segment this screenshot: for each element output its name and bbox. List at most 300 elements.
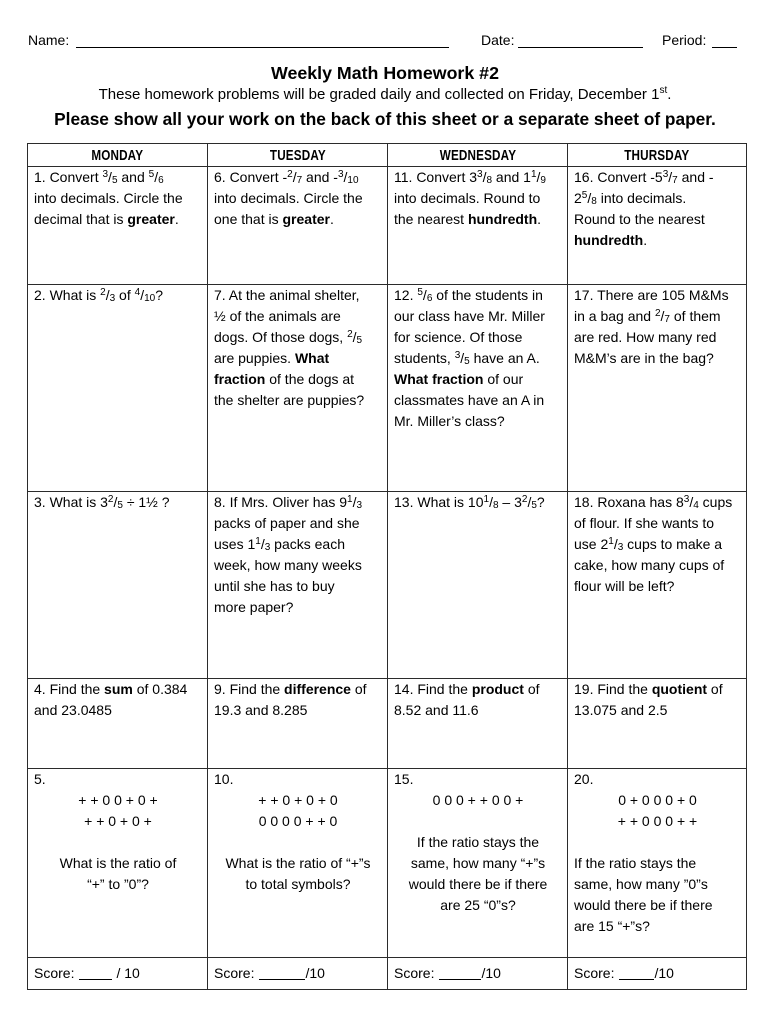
text-run: classmates have an A in	[394, 392, 545, 408]
fraction-denominator: 10	[347, 175, 359, 186]
text-run: 10.	[214, 771, 234, 787]
text-run: “+” to ”0”?	[87, 876, 149, 892]
text-run: What is the ratio of	[59, 855, 177, 871]
text-line	[394, 874, 562, 895]
problem-9	[208, 679, 388, 769]
text-run: 2. What is	[34, 287, 101, 303]
text-run: 16. Convert -5	[574, 169, 663, 185]
score-cell-thursday	[568, 958, 747, 990]
text-run: of flour. If she wants to	[574, 515, 715, 531]
text-run: packs of paper and she	[214, 515, 360, 531]
problem-20	[568, 769, 747, 958]
bold-text: hundredth	[574, 232, 644, 248]
text-run: ÷ 1½ ?	[122, 494, 170, 510]
period-label: Period:	[662, 32, 707, 48]
fraction-numerator: 3	[337, 169, 344, 180]
text-run: /	[260, 536, 265, 552]
text-line	[34, 209, 202, 230]
fraction-denominator: 3	[264, 542, 271, 553]
text-run: .	[537, 211, 542, 227]
text-run: and -	[302, 169, 338, 185]
text-line	[394, 188, 562, 209]
text-run: cake, how many cups of	[574, 557, 725, 573]
text-run: 19.3 and 8.285	[214, 702, 308, 718]
text-run: and	[117, 169, 149, 185]
text-run: /	[352, 329, 357, 345]
text-run: 0 + 0 0 0 + 0	[618, 792, 697, 808]
day-header-tuesday	[208, 144, 388, 167]
score-blank	[619, 979, 654, 980]
problem-13	[388, 492, 568, 679]
text-run: would there be if there	[408, 876, 548, 892]
fraction-denominator: 5	[117, 500, 123, 511]
fraction-denominator: 3	[356, 500, 363, 511]
text-line	[34, 874, 202, 895]
text-run: /	[613, 536, 618, 552]
text-run: same, how many “+”s	[410, 855, 546, 871]
score-total: /10	[305, 965, 325, 981]
text-run: 0 0 0 0 + + 0	[258, 813, 338, 829]
problem-text	[394, 492, 562, 513]
problem-question	[214, 853, 382, 895]
day-name: TUESDAY	[269, 146, 326, 164]
score-total: /10	[654, 965, 674, 981]
text-run: 5.	[34, 771, 46, 787]
text-run: of	[523, 681, 540, 697]
bold-text: greater	[127, 211, 175, 227]
fraction-denominator: 6	[158, 175, 164, 186]
text-line	[34, 285, 202, 306]
problem-question	[574, 853, 741, 937]
text-run: into decimals.	[596, 190, 687, 206]
bold-text: What	[294, 350, 330, 366]
problem-19	[568, 679, 747, 769]
text-line	[34, 700, 202, 721]
text-run: .	[329, 211, 334, 227]
text-run: 14. Find the	[394, 681, 472, 697]
text-run: 20.	[574, 771, 594, 787]
score-label: Score:	[34, 965, 75, 981]
date-blank	[518, 47, 643, 48]
instructions: Please show all your work on the back of this sheet or a separate sheet of paper.	[54, 109, 716, 129]
fraction-denominator: 3	[109, 293, 116, 304]
text-line	[214, 306, 382, 327]
text-run: have an A.	[469, 350, 540, 366]
problem-text	[574, 492, 741, 597]
score-total: /10	[481, 965, 501, 981]
text-run: same, how many ”0”s	[574, 876, 708, 892]
text-run: of 0.384	[132, 681, 188, 697]
text-run: /	[105, 287, 110, 303]
text-run: more paper?	[214, 599, 294, 615]
text-run: 12.	[394, 287, 418, 303]
text-line	[394, 790, 562, 811]
text-run: 19. Find the	[574, 681, 652, 697]
text-line	[394, 348, 562, 369]
text-run: of	[350, 681, 367, 697]
text-run: /	[660, 308, 665, 324]
text-run: /	[343, 169, 348, 185]
text-run: /	[108, 169, 112, 185]
text-run: /	[113, 494, 118, 510]
bold-text: fraction	[214, 371, 266, 387]
text-line	[34, 167, 202, 188]
text-run: are puppies.	[214, 350, 295, 366]
problem-text	[574, 285, 741, 369]
text-run: the shelter are puppies?	[214, 392, 365, 408]
symbol-pattern	[214, 790, 382, 832]
text-run: packs each	[270, 536, 345, 552]
day-header-wednesday	[388, 144, 568, 167]
text-run: Mr. Miller’s class?	[394, 413, 505, 429]
text-run: of the students in	[432, 287, 543, 303]
bold-text: hundredth	[467, 211, 538, 227]
problem-text	[214, 492, 382, 618]
text-line	[34, 769, 202, 790]
bold-text: product	[471, 681, 524, 697]
text-line	[214, 285, 382, 306]
text-run: students,	[394, 350, 455, 366]
symbol-pattern	[34, 790, 202, 832]
text-line	[574, 916, 741, 937]
text-run: and 1	[492, 169, 531, 185]
problem-question	[34, 853, 202, 895]
score-cell-monday	[28, 958, 208, 990]
fraction-denominator: 8	[492, 500, 499, 511]
text-run: + + 0 + 0 +	[84, 813, 152, 829]
problem-number	[214, 769, 382, 790]
problem-18	[568, 492, 747, 679]
text-line	[394, 853, 562, 874]
problem-1	[28, 167, 208, 285]
problem-7	[208, 285, 388, 492]
problem-15	[388, 769, 568, 958]
text-run: week, how many weeks	[214, 557, 362, 573]
text-line	[574, 188, 741, 209]
name-label: Name:	[28, 32, 70, 48]
text-line	[574, 700, 741, 721]
text-line	[574, 769, 741, 790]
fraction-numerator: 1	[347, 494, 353, 505]
fraction-numerator: 3	[477, 169, 483, 180]
text-run: dogs. Of those dogs,	[214, 329, 348, 345]
fraction-denominator: 5	[111, 175, 118, 186]
fraction-numerator: 4	[134, 287, 141, 298]
text-run: 2	[574, 190, 582, 206]
fraction-numerator: 5	[581, 190, 588, 201]
text-line	[394, 769, 562, 790]
text-run: + + 0 0 + 0 +	[78, 792, 158, 808]
fraction-numerator: 3	[683, 494, 690, 505]
score-blank	[259, 979, 305, 980]
problem-question	[394, 832, 562, 916]
text-line	[394, 411, 562, 432]
text-line	[394, 209, 562, 230]
text-run: into decimals. Circle the	[214, 190, 363, 206]
score-label: Score:	[394, 965, 435, 981]
text-run: /	[527, 494, 532, 510]
fraction-numerator: 3	[102, 169, 109, 180]
text-run: would there be if there	[574, 897, 713, 913]
text-line	[574, 492, 741, 513]
text-line	[394, 285, 562, 306]
text-run: flour will be left?	[574, 578, 675, 594]
problem-8	[208, 492, 388, 679]
day-header-thursday	[568, 144, 747, 167]
text-run: 4. Find the	[34, 681, 105, 697]
text-run: and -	[677, 169, 714, 185]
text-line	[214, 811, 382, 832]
fraction-numerator: 2	[654, 308, 661, 319]
problem-6	[208, 167, 388, 285]
day-name: WEDNESDAY	[439, 146, 516, 164]
problem-14	[388, 679, 568, 769]
problem-text	[214, 285, 382, 411]
text-run: 11. Convert 3	[394, 169, 478, 185]
text-line	[574, 209, 741, 230]
text-run: 6. Convert -	[214, 169, 288, 185]
text-line	[574, 895, 741, 916]
text-run: M&M’s are in the bag?	[574, 350, 714, 366]
text-run: our class have Mr. Miller	[394, 308, 545, 324]
fraction-denominator: 8	[486, 175, 493, 186]
text-line	[214, 534, 382, 555]
fraction-denominator: 10	[144, 293, 156, 304]
text-run: /	[154, 169, 159, 185]
fraction-denominator: 5	[464, 356, 470, 367]
text-line	[34, 492, 202, 513]
text-run: What is the ratio of “+”s	[225, 855, 371, 871]
text-run: in a bag and	[574, 308, 655, 324]
text-line	[574, 811, 741, 832]
bold-text: quotient	[651, 681, 708, 697]
text-line	[214, 679, 382, 700]
fraction-denominator: 5	[531, 500, 537, 511]
text-run: of our	[483, 371, 524, 387]
text-line	[214, 390, 382, 411]
day-name: MONDAY	[91, 146, 144, 164]
text-run: ?	[155, 287, 163, 303]
ordinal-suffix: st	[659, 85, 668, 96]
text-line	[214, 700, 382, 721]
text-run: into decimals. Circle the	[34, 190, 183, 206]
symbol-pattern	[394, 790, 562, 811]
text-run: 8. If Mrs. Oliver has 9	[214, 494, 348, 510]
symbol-pattern	[574, 790, 741, 832]
problem-11	[388, 167, 568, 285]
score-total: / 10	[116, 965, 140, 981]
text-run: Round to the nearest	[574, 211, 705, 227]
text-line	[214, 188, 382, 209]
problem-17	[568, 285, 747, 492]
period-blank	[712, 47, 737, 48]
text-run: 0 0 0 + + 0 0 +	[432, 792, 524, 808]
text-run: ?	[536, 494, 545, 510]
text-line	[574, 576, 741, 597]
homework-table	[27, 143, 747, 990]
bold-text: greater	[282, 211, 330, 227]
text-line	[214, 576, 382, 597]
bold-text: difference	[284, 681, 351, 697]
subtitle-text: These homework problems will be graded daily and collected on Friday, December 1	[98, 86, 660, 103]
text-line	[574, 534, 741, 555]
problem-text	[34, 167, 202, 230]
text-line	[214, 597, 382, 618]
worksheet-title: Weekly Math Homework #2	[271, 63, 499, 83]
problem-text	[214, 167, 382, 230]
problem-text	[34, 285, 202, 306]
problem-number	[34, 769, 202, 790]
text-line	[574, 679, 741, 700]
text-run: 7. At the animal shelter,	[214, 287, 360, 303]
text-run: .	[643, 232, 648, 248]
text-line	[34, 679, 202, 700]
problem-2	[28, 285, 208, 492]
score-cell-tuesday	[208, 958, 388, 990]
text-run: /	[460, 350, 465, 366]
text-line	[214, 167, 382, 188]
text-line	[214, 369, 382, 390]
fraction-numerator: 1	[483, 494, 490, 505]
text-line	[394, 369, 562, 390]
text-line	[394, 306, 562, 327]
text-line	[214, 555, 382, 576]
text-run: decimal that is	[34, 211, 128, 227]
text-run: into decimals. Round to	[394, 190, 541, 206]
problem-text	[574, 167, 741, 251]
text-run: If the ratio stays the	[416, 834, 540, 850]
name-blank	[76, 47, 449, 48]
text-line	[394, 167, 562, 188]
fraction-numerator: 3	[662, 169, 669, 180]
text-line	[214, 513, 382, 534]
fraction-numerator: 3	[454, 350, 461, 361]
problem-16	[568, 167, 747, 285]
fraction-numerator: 2	[100, 287, 106, 298]
text-line	[574, 874, 741, 895]
date-label: Date:	[481, 32, 515, 48]
score-label: Score:	[214, 965, 255, 981]
problem-12	[388, 285, 568, 492]
text-run: 18. Roxana has 8	[574, 494, 684, 510]
fraction-denominator: 7	[296, 175, 303, 186]
text-run: /	[689, 494, 694, 510]
text-run: of	[115, 287, 135, 303]
problem-text	[394, 167, 562, 230]
problem-text	[394, 679, 562, 721]
text-run: /	[536, 169, 541, 185]
fraction-denominator: 7	[672, 175, 678, 186]
fraction-numerator: 5	[417, 287, 423, 298]
text-line	[574, 348, 741, 369]
text-run: /	[140, 287, 145, 303]
text-line	[574, 513, 741, 534]
text-run: uses 1	[214, 536, 256, 552]
text-run: 3. What is 3	[34, 494, 108, 510]
text-line	[34, 188, 202, 209]
text-run: 13. What is 10	[394, 494, 484, 510]
text-run: 13.075 and 2.5	[574, 702, 668, 718]
text-run: – 3	[498, 494, 522, 510]
text-line	[574, 285, 741, 306]
text-run: cups	[698, 494, 733, 510]
text-run: cups to make a	[623, 536, 723, 552]
text-run: 8.52 and 11.6	[394, 702, 479, 718]
text-line	[394, 832, 562, 853]
text-run: /	[668, 169, 673, 185]
text-run: .	[174, 211, 179, 227]
text-run: of them	[669, 308, 721, 324]
text-line	[34, 853, 202, 874]
text-line	[574, 306, 741, 327]
bold-text: sum	[104, 681, 133, 697]
fraction-denominator: 8	[591, 196, 597, 207]
text-line	[394, 679, 562, 700]
text-run: /	[422, 287, 427, 303]
text-run: 15.	[394, 771, 414, 787]
text-line	[574, 555, 741, 576]
text-run: until she has to buy	[214, 578, 335, 594]
text-run: and 23.0485	[34, 702, 112, 718]
score-cell-wednesday	[388, 958, 568, 990]
problem-text	[214, 679, 382, 721]
text-run: are 15 “+”s?	[574, 918, 650, 934]
text-run: use 2	[574, 536, 609, 552]
text-run: 17. There are 105 M&Ms	[574, 287, 729, 303]
problem-number	[394, 769, 562, 790]
fraction-numerator: 1	[255, 536, 261, 547]
text-run: /	[292, 169, 297, 185]
text-line	[394, 327, 562, 348]
text-run: are red. How many red	[574, 329, 717, 345]
day-name: THURSDAY	[624, 146, 690, 164]
text-run: /	[489, 494, 493, 510]
fraction-denominator: 7	[664, 314, 670, 325]
text-line	[214, 769, 382, 790]
fraction-numerator: 2	[521, 494, 528, 505]
text-run: 1. Convert	[34, 169, 103, 185]
text-line	[574, 167, 741, 188]
text-run: are 25 “0”s?	[440, 897, 516, 913]
text-run: one that is	[214, 211, 283, 227]
text-line	[394, 492, 562, 513]
text-run: /	[352, 494, 357, 510]
day-header-monday	[28, 144, 208, 167]
worksheet-subtitle	[0, 85, 770, 105]
text-line	[394, 390, 562, 411]
text-run: of	[707, 681, 723, 697]
fraction-numerator: 1	[530, 169, 537, 180]
text-line	[34, 790, 202, 811]
text-run: to total symbols?	[245, 876, 351, 892]
problem-text	[34, 679, 202, 721]
text-line	[574, 327, 741, 348]
text-run: the nearest	[394, 211, 468, 227]
text-run: /	[482, 169, 487, 185]
text-line	[214, 853, 382, 874]
text-run: for science. Of those	[394, 329, 523, 345]
text-run: /	[587, 190, 592, 206]
text-line	[394, 895, 562, 916]
fraction-denominator: 3	[617, 542, 624, 553]
text-line	[574, 853, 741, 874]
fraction-denominator: 5	[356, 335, 363, 346]
bold-text: What fraction	[394, 371, 484, 387]
score-label: Score:	[574, 965, 615, 981]
problem-3	[28, 492, 208, 679]
text-line	[214, 327, 382, 348]
score-blank	[79, 979, 112, 980]
